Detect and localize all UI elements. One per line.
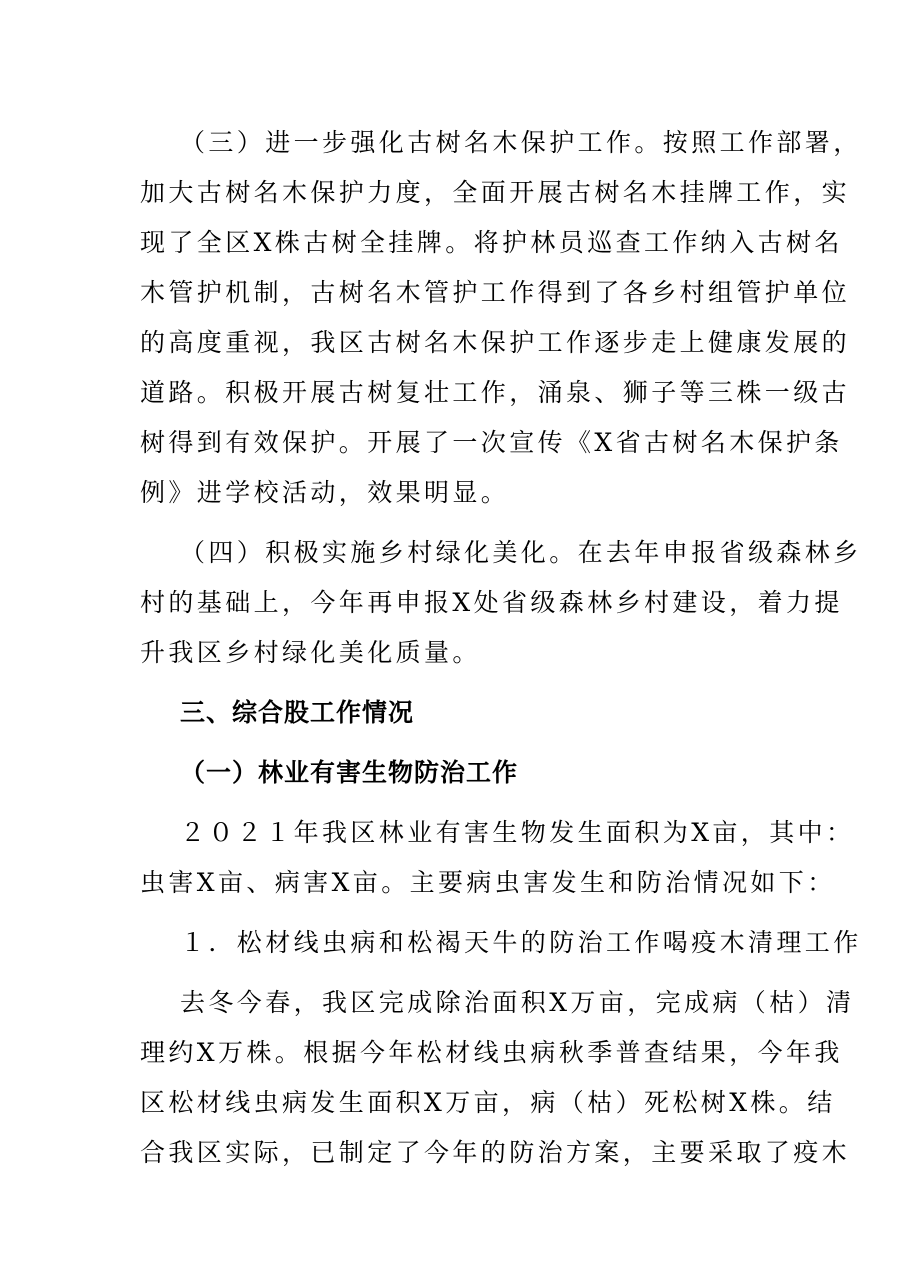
paragraph-3-line-8: 例》进学校活动，效果明显。 <box>140 478 510 507</box>
section-heading-3: 三、综合股工作情况 <box>180 698 415 727</box>
paragraph-6-line-4: 合我区实际，已制定了今年的防治方案，主要采取了疫木 <box>140 1138 851 1167</box>
paragraph-6-line-3: 区松材线虫病发生面积X万亩，病（枯）死松树X株。结 <box>140 1088 836 1117</box>
subsection-heading-3-1: （一）林业有害生物防治工作 <box>180 758 519 787</box>
paragraph-4-line-2: 村的基础上，今年再申报X处省级森林乡村建设，着力提 <box>140 588 843 617</box>
paragraph-3-line-1: （三）进一步强化古树名木保护工作。按照工作部署， <box>180 128 862 157</box>
paragraph-3-line-6: 道路。积极开展古树复壮工作，涌泉、狮子等三株一级古 <box>140 378 851 407</box>
list-item-1: １．松材线虫病和松褐天牛的防治工作喝疫木清理工作 <box>180 928 862 957</box>
paragraph-6-line-1: 去冬今春，我区完成除治面积X万亩，完成病（枯）清 <box>180 988 855 1017</box>
paragraph-3-line-3: 现了全区X株古树全挂牌。将护林员巡查工作纳入古树名 <box>140 228 843 257</box>
paragraph-5-line-2: 虫害X亩、病害X亩。主要病虫害发生和防治情况如下： <box>140 868 836 897</box>
paragraph-3-line-5: 的高度重视，我区古树名木保护工作逐步走上健康发展的 <box>140 328 851 357</box>
paragraph-3-line-2: 加大古树名木保护力度，全面开展古树名木挂牌工作，实 <box>140 178 851 207</box>
paragraph-4-line-1: （四）积极实施乡村绿化美化。在去年申报省级森林乡 <box>180 538 862 567</box>
paragraph-3-line-4: 木管护机制，古树名木管护工作得到了各乡村组管护单位 <box>140 278 851 307</box>
paragraph-3-line-7: 树得到有效保护。开展了一次宣传《X省古树名木保护条 <box>140 428 843 457</box>
paragraph-5-line-1: ２０２１年我区林业有害生物发生面积为X亩，其中： <box>180 818 855 847</box>
paragraph-4-line-3: 升我区乡村绿化美化质量。 <box>140 638 481 667</box>
paragraph-6-line-2: 理约X万株。根据今年松材线虫病秋季普查结果，今年我 <box>140 1038 843 1067</box>
